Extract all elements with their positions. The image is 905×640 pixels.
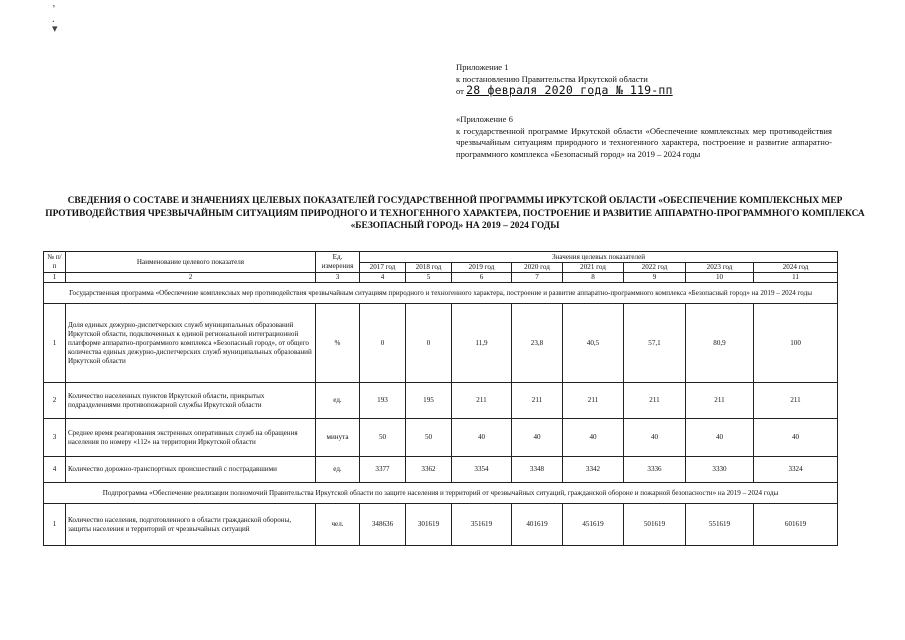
indicator-name: Количество населенных пунктов Иркутской области, прикрытых подразделениями противопожарной службы Иркутской области <box>66 383 316 419</box>
section-row-program <box>44 283 838 304</box>
value-cell: 211 <box>754 383 838 419</box>
column-number: 5 <box>406 273 452 283</box>
unit-cell: % <box>316 304 360 383</box>
value-cell: 301619 <box>406 504 452 546</box>
value-cell: 50 <box>406 419 452 457</box>
value-cell: 0 <box>360 304 406 383</box>
value-cell: 211 <box>686 383 754 419</box>
indicators-table <box>43 251 838 546</box>
section-row-subprogram <box>44 483 838 504</box>
column-number: 7 <box>512 273 563 283</box>
value-cell: 100 <box>754 304 838 383</box>
appendix-header <box>456 62 673 98</box>
table-row <box>44 504 838 546</box>
table-row <box>44 304 838 383</box>
value-cell: 3354 <box>452 457 512 483</box>
value-cell: 211 <box>563 383 624 419</box>
value-cell: 211 <box>624 383 686 419</box>
handwritten-date-number: 28 февраля 2020 года № 119-пп <box>466 83 673 97</box>
unit-cell: чел. <box>316 504 360 546</box>
header-unit: Ед. измерения <box>316 252 360 273</box>
value-cell: 3336 <box>624 457 686 483</box>
value-cell: 40 <box>563 419 624 457</box>
row-number: 4 <box>44 457 66 483</box>
appendix6-program-reference: к государственной программе Иркутской области «Обеспечение комплексных мер противодействия чрезвычайным ситуациям природного и техногенного характера, построение и развитие аппаратно-программного комплекса «Безопасный город» на 2019 – 2024 годы <box>456 125 832 159</box>
indicator-name: Количество населения, подготовленного в области гражданской обороны, защиты населения и территорий от чрезвычайных ситуаций <box>66 504 316 546</box>
column-numbers-row <box>44 273 838 283</box>
appendix6-header <box>456 114 832 160</box>
column-number: 2 <box>66 273 316 283</box>
value-cell: 57,1 <box>624 304 686 383</box>
year-header: 2024 год <box>754 263 838 273</box>
column-number: 4 <box>360 273 406 283</box>
date-prefix: от <box>456 86 467 96</box>
header-indicator-name: Наименование целевого показателя <box>66 252 316 273</box>
value-cell: 501619 <box>624 504 686 546</box>
value-cell: 348636 <box>360 504 406 546</box>
value-cell: 40 <box>452 419 512 457</box>
table-row <box>44 457 838 483</box>
value-cell: 3348 <box>512 457 563 483</box>
scan-artifact-mark: ’ . ▾ <box>52 3 58 35</box>
table-row <box>44 383 838 419</box>
indicator-name: Среднее время реагирования экстренных оперативных служб на обращения населения по номеру «112» на территории Иркутской области <box>66 419 316 457</box>
value-cell: 351619 <box>452 504 512 546</box>
unit-cell: ед. <box>316 383 360 419</box>
document-title: СВЕДЕНИЯ О СОСТАВЕ И ЗНАЧЕНИЯХ ЦЕЛЕВЫХ ПОКАЗАТЕЛЕЙ ГОСУДАРСТВЕННОЙ ПРОГРАММЫ ИРКУТСКОЙ ОБЛАСТИ «ОБЕСПЕЧЕНИЕ КОМПЛЕКСНЫХ МЕР ПРОТИВОДЕЙСТВИЯ ЧРЕЗВЫЧАЙНЫМ СИТУАЦИЯМ ПРИРОДНОГО И ТЕХНОГЕННОГО ХАРАКТЕРА, ПОСТРОЕНИЕ И РАЗВИТИЕ АППАРАТНО-ПРОГРАММНОГО КОМПЛЕКСА «БЕЗОПАСНЫЙ ГОРОД» НА 2019 – 2024 ГОДЫ <box>45 196 865 232</box>
header-target-values: Значения целевых показателей <box>360 252 838 263</box>
unit-cell: ед. <box>316 457 360 483</box>
value-cell: 23,8 <box>512 304 563 383</box>
value-cell: 40 <box>686 419 754 457</box>
value-cell: 211 <box>512 383 563 419</box>
indicator-name: Доля единых дежурно-диспетчерских служб муниципальных образований Иркутской области, подключенных к единой региональной интеграционной платформе аппаратно-программного комплекса «Безопасный город», от общего количества единых дежурно-диспетчерских служб муниципальных образований Иркутской области <box>66 304 316 383</box>
value-cell: 193 <box>360 383 406 419</box>
value-cell: 3324 <box>754 457 838 483</box>
value-cell: 401619 <box>512 504 563 546</box>
column-number: 9 <box>624 273 686 283</box>
appendix-date-line <box>456 85 673 98</box>
column-number: 3 <box>316 273 360 283</box>
value-cell: 40 <box>624 419 686 457</box>
row-number: 2 <box>44 383 66 419</box>
year-header: 2020 год <box>512 263 563 273</box>
value-cell: 551619 <box>686 504 754 546</box>
value-cell: 195 <box>406 383 452 419</box>
value-cell: 3377 <box>360 457 406 483</box>
table-row <box>44 419 838 457</box>
year-header: 2018 год <box>406 263 452 273</box>
value-cell: 3330 <box>686 457 754 483</box>
value-cell: 50 <box>360 419 406 457</box>
section-title: Подпрограмма «Обеспечение реализации полномочий Правительства Иркутской области по защите населения и территорий от чрезвычайных ситуаций, гражданской обороне и пожарной безопасности» на 2019 – 2024 годы <box>44 483 838 504</box>
year-header: 2021 год <box>563 263 624 273</box>
section-title: Государственная программа «Обеспечение комплексных мер противодействия чрезвычайным ситуациям природного и техногенного характера, построение и развитие аппаратно-программного комплекса «Безопасный город» на 2019 – 2024 годы <box>44 283 838 304</box>
column-number: 11 <box>754 273 838 283</box>
value-cell: 451619 <box>563 504 624 546</box>
value-cell: 211 <box>452 383 512 419</box>
row-number: 3 <box>44 419 66 457</box>
appendix6-label: «Приложение 6 <box>456 114 513 124</box>
appendix-label: Приложение 1 <box>456 62 509 72</box>
value-cell: 40 <box>754 419 838 457</box>
row-number: 1 <box>44 504 66 546</box>
row-number: 1 <box>44 304 66 383</box>
table-header-row <box>44 252 838 263</box>
value-cell: 0 <box>406 304 452 383</box>
appendix-decree-reference: к постановлению Правительства Иркутской области <box>456 73 648 84</box>
value-cell: 40 <box>512 419 563 457</box>
column-number: 8 <box>563 273 624 283</box>
value-cell: 40,5 <box>563 304 624 383</box>
column-number: 6 <box>452 273 512 283</box>
value-cell: 601619 <box>754 504 838 546</box>
value-cell: 3342 <box>563 457 624 483</box>
value-cell: 11,9 <box>452 304 512 383</box>
year-header: 2017 год <box>360 263 406 273</box>
year-header: 2023 год <box>686 263 754 273</box>
value-cell: 3362 <box>406 457 452 483</box>
column-number: 1 <box>44 273 66 283</box>
year-header: 2022 год <box>624 263 686 273</box>
unit-cell: минута <box>316 419 360 457</box>
value-cell: 80,9 <box>686 304 754 383</box>
column-number: 10 <box>686 273 754 283</box>
indicator-name: Количество дорожно-транспортных происшествий с пострадавшими <box>66 457 316 483</box>
year-header: 2019 год <box>452 263 512 273</box>
header-number: № п/п <box>44 252 66 273</box>
